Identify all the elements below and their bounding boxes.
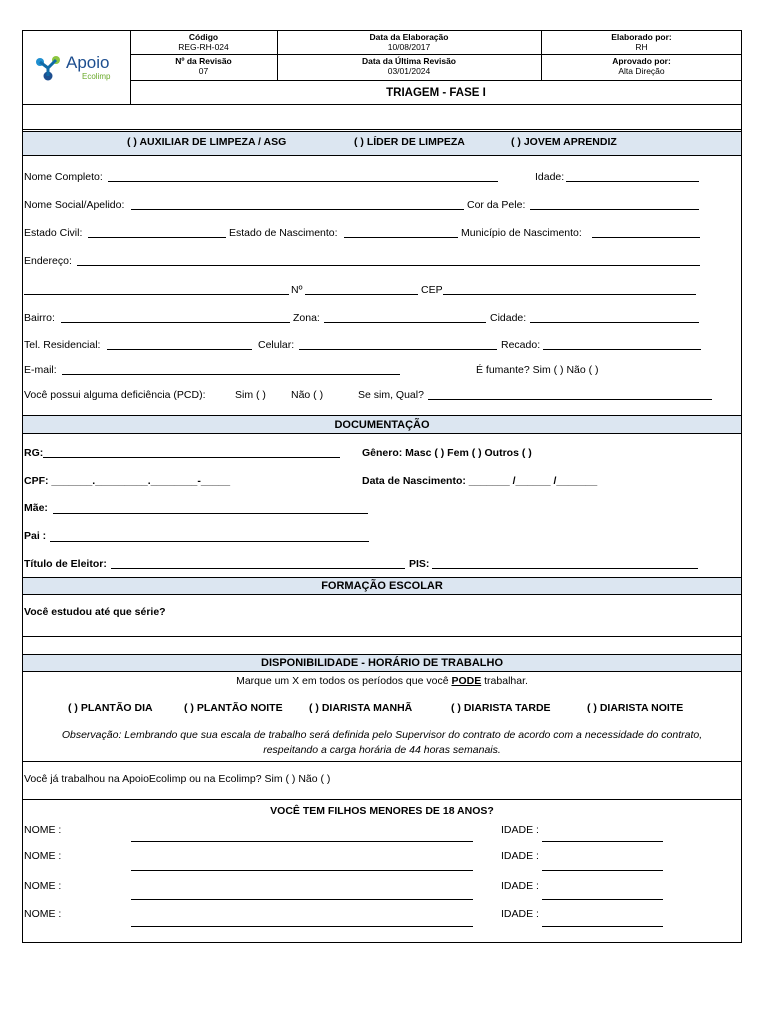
recado-label: Recado: — [501, 339, 541, 351]
titulo-label: Título de Eleitor: — [24, 558, 107, 570]
last-rev-cell — [277, 56, 541, 76]
form-title: TRIAGEM - FASE I — [386, 87, 486, 99]
cor-field[interactable] — [530, 209, 699, 210]
data-nasc-field[interactable]: Data de Nascimento: _______ /______ /_______ — [362, 475, 598, 487]
elab-by-label: Elaborado por: — [611, 32, 672, 42]
company-logo — [32, 52, 127, 84]
filhos-title: VOCÊ TEM FILHOS MENORES DE 18 ANOS? — [270, 805, 494, 817]
filho-nome-field[interactable] — [131, 926, 473, 927]
filho-nome-field[interactable] — [131, 870, 473, 871]
nome-label: Nome Completo: — [24, 171, 103, 183]
tel-label: Tel. Residencial: — [24, 339, 101, 351]
shift-diarista-tarde[interactable]: ( ) DIARISTA TARDE — [451, 702, 551, 714]
position-option-lider[interactable]: ( ) LÍDER DE LIMPEZA — [354, 136, 465, 148]
mae-label: Mãe: — [24, 502, 48, 514]
pcd-sim-option[interactable]: Sim ( ) — [235, 389, 266, 401]
logo-brand: Apoio — [66, 53, 110, 72]
pcd-nao-option[interactable]: Não ( ) — [291, 389, 324, 401]
logo-icon — [34, 54, 68, 84]
municipio-label: Município de Nascimento: — [461, 227, 582, 239]
idade-label: Idade: — [535, 171, 565, 183]
elab-by-value: RH — [635, 42, 648, 52]
filho-nome-label: NOME : — [24, 824, 62, 836]
filho-nome-label: NOME : — [24, 880, 62, 892]
pai-field[interactable] — [50, 541, 369, 542]
estado-civil-label: Estado Civil: — [24, 227, 83, 239]
observacao-line-1: Observação: Lembrando que sua escala de trabalho será definida pelo Supervisor do contrato de acordo com a necessidade do contrato, — [61, 729, 703, 741]
pai-label: Pai : — [24, 530, 47, 542]
municipio-field[interactable] — [592, 237, 700, 238]
blank-row-divider — [22, 129, 742, 130]
cor-label: Cor da Pele: — [467, 199, 526, 211]
filho-idade-label: IDADE : — [501, 880, 539, 892]
disponibilidade-divider — [22, 761, 742, 762]
last-rev-label: Data da Última Revisão — [361, 56, 456, 66]
filho-nome-label: NOME : — [24, 850, 62, 862]
celular-field[interactable] — [299, 349, 497, 350]
rg-field[interactable] — [43, 457, 340, 458]
instruction-post: trabalhar. — [481, 675, 528, 687]
cep-label: CEP — [421, 284, 443, 296]
pis-field[interactable] — [432, 568, 698, 569]
shift-plantao-noite[interactable]: ( ) PLANTÃO NOITE — [184, 702, 283, 714]
rg-label: RG: — [24, 447, 44, 459]
recado-field[interactable] — [543, 349, 701, 350]
estado-nasc-label: Estado de Nascimento: — [229, 227, 338, 239]
email-field[interactable] — [62, 374, 400, 375]
bairro-label: Bairro: — [24, 312, 55, 324]
zona-label: Zona: — [293, 312, 320, 324]
instruction-pre: Marque um X em todos os períodos que você — [236, 675, 452, 687]
fumante-question[interactable]: É fumante? Sim ( ) Não ( ) — [476, 364, 599, 376]
pcd-question: Você possui alguma deficiência (PCD): — [24, 389, 206, 401]
nome-field[interactable] — [108, 181, 498, 182]
bairro-field[interactable] — [61, 322, 290, 323]
numero-label: Nº — [291, 284, 303, 296]
header-divider — [130, 80, 742, 81]
endereco-field-2[interactable] — [24, 294, 289, 295]
filho-idade-field[interactable] — [542, 841, 663, 842]
position-option-jovem[interactable]: ( ) JOVEM APRENDIZ — [511, 136, 617, 148]
estado-civil-field[interactable] — [88, 237, 226, 238]
rev-label: Nº da Revisão — [175, 56, 232, 66]
header-divider — [22, 104, 742, 105]
endereco-field[interactable] — [77, 265, 700, 266]
tel-field[interactable] — [107, 349, 252, 350]
mae-field[interactable] — [53, 513, 368, 514]
idade-field[interactable] — [566, 181, 699, 182]
numero-field[interactable] — [305, 294, 418, 295]
cep-field[interactable] — [443, 294, 696, 295]
filho-idade-label: IDADE : — [501, 850, 539, 862]
shift-diarista-manha[interactable]: ( ) DIARISTA MANHÃ — [309, 702, 413, 714]
logo-sub: Ecolimp — [82, 72, 111, 81]
instruction-pode: PODE — [451, 675, 482, 687]
codigo-cell — [130, 32, 277, 52]
estado-nasc-field[interactable] — [344, 237, 458, 238]
pcd-qual-label: Se sim, Qual? — [358, 389, 424, 401]
elab-by-cell — [541, 32, 742, 52]
zona-field[interactable] — [324, 322, 486, 323]
celular-label: Celular: — [258, 339, 295, 351]
filho-nome-field[interactable] — [131, 841, 473, 842]
filho-idade-field[interactable] — [542, 899, 663, 900]
worked-divider — [22, 799, 742, 800]
filho-idade-field[interactable] — [542, 926, 663, 927]
filho-nome-field[interactable] — [131, 899, 473, 900]
endereco-label: Endereço: — [24, 255, 72, 267]
formacao-band: FORMAÇÃO ESCOLAR — [23, 577, 741, 595]
last-rev-value: 03/01/2024 — [387, 66, 431, 76]
cpf-field[interactable]: CPF: _______._________.________-_____ — [24, 475, 231, 487]
approved-value: Alta Direção — [618, 66, 665, 76]
elab-date-cell — [277, 32, 541, 52]
shift-diarista-noite[interactable]: ( ) DIARISTA NOITE — [587, 702, 684, 714]
approved-label: Aprovado por: — [612, 56, 671, 66]
filho-idade-field[interactable] — [542, 870, 663, 871]
filho-idade-label: IDADE : — [501, 908, 539, 920]
pis-label: PIS: — [409, 558, 430, 570]
documentacao-band: DOCUMENTAÇÃO — [23, 415, 741, 434]
titulo-field[interactable] — [111, 568, 405, 569]
header-divider — [130, 54, 742, 55]
rev-value: 07 — [198, 66, 209, 76]
codigo-label: Código — [188, 32, 219, 42]
filho-nome-label: NOME : — [24, 908, 62, 920]
nome-social-label: Nome Social/Apelido: — [24, 199, 125, 211]
genero-options[interactable]: Gênero: Masc ( ) Fem ( ) Outros ( ) — [362, 447, 532, 459]
email-label: E-mail: — [24, 364, 57, 376]
revision-cell — [130, 56, 277, 76]
observacao-line-2: respeitando a carga horária de 44 horas semanais. — [263, 744, 501, 756]
cidade-label: Cidade: — [490, 312, 527, 324]
codigo-value: REG-RH-024 — [178, 42, 229, 52]
formacao-answer-field[interactable] — [24, 637, 740, 653]
elab-date-value: 10/08/2017 — [387, 42, 431, 52]
disponibilidade-band: DISPONIBILIDADE - HORÁRIO DE TRABALHO — [23, 654, 741, 672]
elab-date-label: Data da Elaboração — [369, 32, 449, 42]
filho-idade-label: IDADE : — [501, 824, 539, 836]
approved-cell — [541, 56, 742, 76]
nome-social-field[interactable] — [131, 209, 464, 210]
shift-plantao-dia[interactable]: ( ) PLANTÃO DIA — [68, 702, 153, 714]
formacao-question: Você estudou até que série? — [24, 606, 166, 618]
position-option-asg[interactable]: ( ) AUXILIAR DE LIMPEZA / ASG — [127, 136, 287, 148]
worked-question[interactable]: Você já trabalhou na ApoioEcolimp ou na Ecolimp? Sim ( ) Não ( ) — [24, 773, 331, 785]
disponibilidade-instruction — [22, 675, 742, 687]
pcd-qual-field[interactable] — [428, 399, 712, 400]
cidade-field[interactable] — [530, 322, 699, 323]
